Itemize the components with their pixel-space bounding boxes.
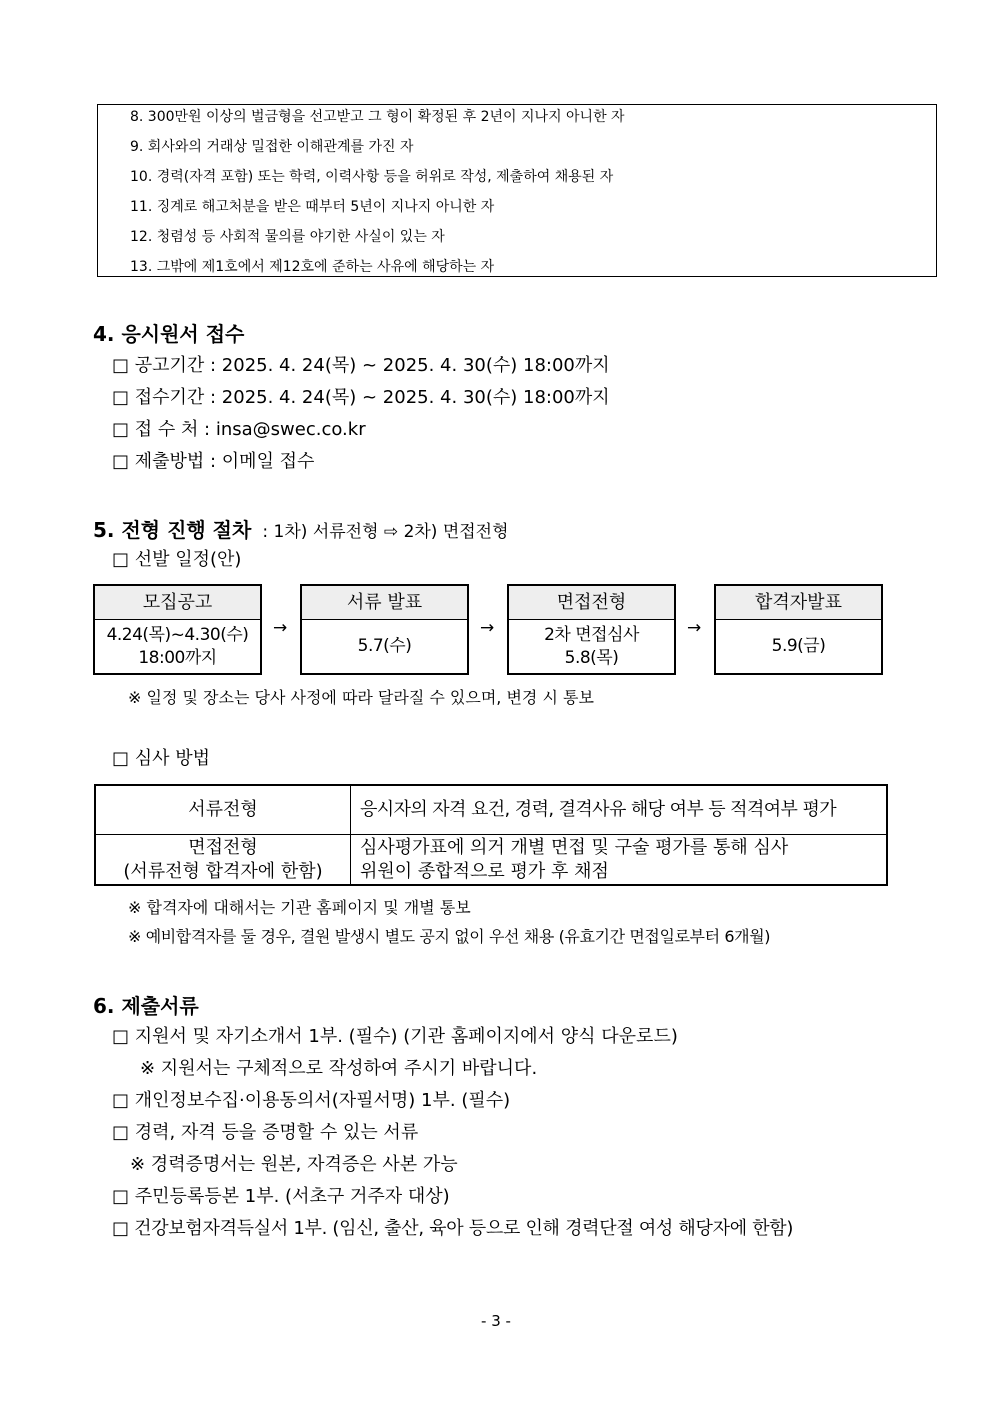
disqualification-item: 9. 회사와의 거래상 밀접한 이해관계를 가진 자 [130,139,414,155]
schedule-step-body [302,620,467,673]
document-note: ※ 지원서는 구체적으로 작성하여 주시기 바랍니다. [140,1058,538,1079]
disqualification-item: 12. 청렴성 등 사회적 물의를 야기한 사실이 있는 자 [130,229,445,245]
document-item: □ 건강보험자격득실서 1부. (임신, 출산, 육아 등으로 인해 경력단절 여성 해당자에 한함) [112,1218,794,1239]
arrow-icon: → [687,618,702,638]
schedule-step-line: 5.9(금) [771,636,826,656]
review-label: □ 심사 방법 [112,748,211,769]
review-desc: 심사평가표에 의거 개별 면접 및 구술 평가를 통해 심사 [360,836,789,858]
disqualification-box [97,104,937,277]
arrow-icon: → [273,618,288,638]
reserve-note: ※ 예비합격자를 둘 경우, 결원 발생시 별도 공지 없이 우선 채용 (유효기간 면접일로부터 6개월) [128,927,771,946]
review-method-table [94,784,888,886]
schedule-note: ※ 일정 및 장소는 당사 사정에 따라 달라질 수 있으며, 변경 시 통보 [128,688,594,707]
result-note: ※ 합격자에 대해서는 기관 홈페이지 및 개별 통보 [128,898,471,917]
schedule-step-line: 18:00까지 [138,647,217,668]
schedule-step-head: 합격자발표 [716,586,881,620]
review-desc-cell [360,786,880,834]
submission-method: □ 제출방법 : 이메일 접수 [112,451,315,472]
review-desc: 위원이 종합적으로 평가 후 채점 [360,860,609,882]
schedule-step-final-result [714,584,883,675]
section-5-title: 5. 전형 진행 절차 [93,518,252,542]
schedule-step-line: 5.7(수) [357,636,412,656]
page-number: - 3 - [481,1312,511,1330]
document-item: □ 주민등록등본 1부. (서초구 거주자 대상) [112,1186,450,1207]
reception-period: □ 접수기간 : 2025. 4. 24(목) ~ 2025. 4. 30(수) 18:00까지 [112,387,610,408]
reception-address: □ 접 수 처 : insa@swec.co.kr [112,419,366,440]
disqualification-item: 8. 300만원 이상의 벌금형을 선고받고 그 형이 확정된 후 2년이 지나지 아니한 자 [130,109,625,125]
disqualification-item: 11. 징계로 해고처분을 받은 때부터 5년이 지나지 아니한 자 [130,199,495,215]
section-5-subtitle: : 1차) 서류전형 ⇨ 2차) 면접전형 [262,522,509,542]
schedule-label: □ 선발 일정(안) [112,549,242,570]
schedule-step-document-result [300,584,469,675]
schedule-step-line: 4.24(목)~4.30(수) [106,624,249,645]
document-item: □ 개인정보수집·이용동의서(자필서명) 1부. (필수) [112,1090,511,1111]
review-desc-cell [360,835,880,884]
schedule-step-interview [507,584,676,675]
review-stage: 서류전형 [188,799,258,820]
arrow-icon: → [480,618,495,638]
table-divider [350,786,351,884]
document-note: ※ 경력증명서는 원본, 자격증은 사본 가능 [130,1154,458,1175]
document-item: □ 경력, 자격 등을 증명할 수 있는 서류 [112,1122,419,1143]
section-6-title: 6. 제출서류 [93,994,199,1018]
disqualification-item: 10. 경력(자격 포함) 또는 학력, 이력사항 등을 허위로 작성, 제출하여 채용된 자 [130,169,614,185]
disqualification-item: 13. 그밖에 제1호에서 제12호에 준하는 사유에 해당하는 자 [130,259,495,275]
schedule-step-head: 모집공고 [95,586,260,620]
posting-period: □ 공고기간 : 2025. 4. 24(목) ~ 2025. 4. 30(수) 18:00까지 [112,355,610,376]
review-stage-sub: (서류전형 합격자에 한함) [123,860,323,882]
schedule-step-posting [93,584,262,675]
review-stage: 면접전형 [188,836,258,858]
review-stage-cell [96,786,350,834]
schedule-step-head: 서류 발표 [302,586,467,620]
review-desc: 응시자의 자격 요건, 경력, 결격사유 해당 여부 등 적격여부 평가 [360,799,837,820]
schedule-step-body [716,620,881,673]
review-stage-cell [96,835,350,884]
schedule-step-body [509,620,674,673]
document-item: □ 지원서 및 자기소개서 1부. (필수) (기관 홈페이지에서 양식 다운로드) [112,1026,678,1047]
schedule-step-line: 2차 면접심사 [544,624,639,645]
schedule-step-line: 5.8(목) [564,647,619,668]
schedule-step-head: 면접전형 [509,586,674,620]
section-4-title: 4. 응시원서 접수 [93,322,245,346]
section-5-heading [93,514,509,543]
schedule-step-body [95,620,260,673]
